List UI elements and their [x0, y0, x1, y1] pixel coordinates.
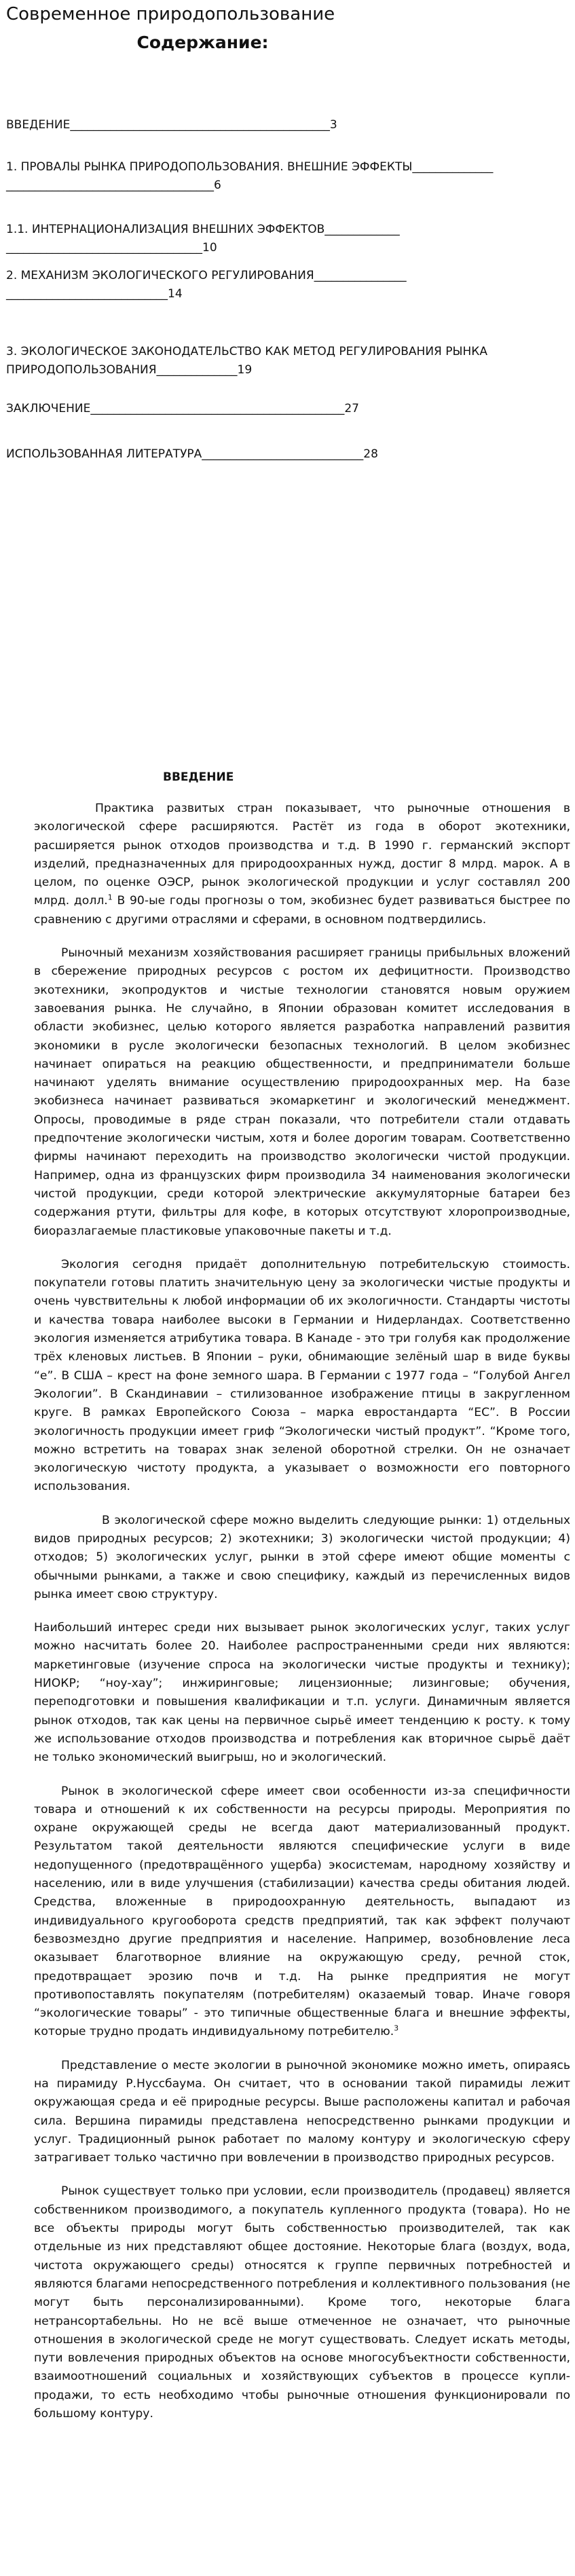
intro-body: [34, 800, 570, 2438]
toc-heading: Содержание:: [136, 33, 269, 52]
paragraph: Представление о месте экологии в рыночной экономике можно иметь, опираясь на пирамиду Р.Нуссбаума. Он считает, что в основании такой пирамиды лежит окружающая среда и её природные ресурсы. Выше расположены капитал и рабочая сила. Вершина пирамиды представлена непосредственно рынками продукции и услуг. Традиционный рынок работает по малому контуру и экологическую сферу затрагивает только частично при вовлечении в производство природных ресурсов.: [34, 2058, 570, 2165]
paragraph: Рынок в экологической сфере имеет свои особенности из-за специфичности товара и отношений к их собственности на ресурсы природы. Мероприятия по охране окружающей среды не всегда дают материализованный продукт. Результатом такой деятельности являются специфические услуги в виде недопущенного (предотвращённого ущерба) экосистемам, народному хозяйству и населению, или в виде улучшения (стабилизации) качества среды обитания людей. Средства, вложенные в природоохранную деятельность, выпадают из индивидуального кругооборота средств предприятий, так как эффект получают безвозмездно другие предприятия и население. Например, возобновление леса оказывает благотворное влияние на окружающую среду, речной сток, предотвращает эрозию почв и т.д. На рынке предприятия не могут противопоставлять покупателям (потребителям) оказаемый товар. Иначе говоря “экологические товары” - это типичные общественные блага и внешние эффекты, которые трудно продать индивидуальному потребителю.$^3$: [34, 1784, 570, 2039]
document-title: Современное природопользование: [6, 4, 335, 24]
toc-item-chapter-2[interactable]: 2. МЕХАНИЗМ ЭКОЛОГИЧЕСКОГО РЕГУЛИРОВАНИЯ________________ ____________________________14: [6, 269, 407, 301]
paragraph: Наибольший интерес среди них вызывает рынок экологических услуг, таких услуг можно насчитать более 20. Наиболее распространенными среди них являются: маркетинговые (изучение спроса на экологически чистые продукты и технику); НИОКР; “ноу-хау”; инжиринговые; лицензионные; лизинговые; обучения, переподготовки и повышения квалификации и т.п. услуги. Динамичным является рынок отходов, так как цены на первичное сырьё имеет тенденцию к росту. к тому же использование отходов производства и потребления как вторичное сырьё даёт не только экономический выигрыш, но и экологический.: [34, 1621, 570, 1765]
table-of-contents: [6, 116, 569, 464]
toc-item-chapter-1[interactable]: 1. ПРОВАЛЫ РЫНКА ПРИРОДОПОЛЬЗОВАНИЯ. ВНЕШНИЕ ЭФФЕКТЫ______________ ____________________________________6: [6, 160, 494, 192]
paragraph: Практика развитых стран показывает, что рыночные отношения в экологической сфере расширяются. Растёт из года в оборот экотехники, расширяется рынок отходов производства и т.д. В 1990 г. германский экспорт изделий, предназначенных для природоохранных нужд, достиг 8 млрд. марок. А в целом, по оценке ОЭСР, рынок экологической продукции и услуг составлял 200 млрд. долл.$^1$ В 90-ые годы прогнозы о том, экобизнес будет развиваться быстрее по сравнению с другими отраслями и сферами, в основном подтвердились.: [34, 802, 570, 927]
paragraph: Экология сегодня придаёт дополнительную потребительскую стоимость. покупатели готовы платить значительную цену за экологически чистые продукты и очень чувствительны к любой информации об их экологичности. Стандарты чистоты и качества товара наиболее высоки в Германии и Нидерландах. Соответственно экология изменяется атрибутика товара. В Канаде - это три голубя как продолжение трёх кленовых листьев. В Японии – руки, обнимающие зелёный шар в виде буквы “е”. В США – крест на фоне земного шара. В Германии с 1977 года – “Голубой Ангел Экологии”. В Скандинавии – стилизованное изображение птицы в закругленном круге. В рамках Европейского Союза – марка евростандарта “ЕС”. В России экологичность продукции имеет гриф “Экологически чистый продукт”. “Кроме того, можно встретить на товарах знак зеленой оборотной стрелки. Он не означает экологическую чистоту продукта, а указывает о возможности его повторного использования.: [34, 1257, 570, 1494]
paragraph: В экологической сфере можно выделить следующие рынки: 1) отдельных видов природных ресурсов; 2) экотехники; 3) экологически чистой продукции; 4) отходов; 5) экологических услуг, рынки в этой сфере имеют общие моменты с обычными рынками, а также и свою специфику, каждый из перечисленных видов рынка имеет свою структуру.: [34, 1513, 570, 1601]
toc-item-intro[interactable]: ВВЕДЕНИЕ_____________________________________________3: [6, 118, 337, 132]
toc-item-conclusion[interactable]: ЗАКЛЮЧЕНИЕ____________________________________________27: [6, 402, 360, 415]
paragraph: Рынок существует только при условии, если производитель (продавец) является собственником производимого, а покупатель купленного продукта (товара). Но не все объекты природы могут быть собственностью производителей, так как отдельные из них представляют общее достояние. Некоторые блага (воздух, вода, чистота окружающего среды) относятся к группе первичных потребностей и являются благами непосредственного потребления и коллективного пользования (не могут быть персонализированными). Кроме того, некоторые блага нетрансортабельны. Но не всё выше отмеченное не означает, что рыночные отношения в экологической среде не могут существовать. Следует искать методы, пути вовлечения природных объектов на основе многосубъектности собственности, взаимоотношений социальных и хозяйствующих субъектов в процессе купли-продажи, то есть необходимо чтобы рыночные отношения функционировали по большому контуру.: [34, 2184, 570, 2421]
paragraph: Рыночный механизм хозяйствования расширяет границы прибыльных вложений в сбережение природных ресурсов с ростом их дефицитности. Производство экотехники, экопродуктов и чистые технологии становятся новым оружием завоевания рынка. Не случайно, в Японии образован комитет исследования в области экобизнес, целью которого является разработка направлений развития экономики в русле экологически безопасных технологий. В целом экобизнес начинает опираться на реакцию общественности, и предприниматели больше начинают уделять внимание осуществлению природоохранных мер. На базе экобизнеса начинает развиваться экомаркетинг и экологический менеджмент. Опросы, проводимые в ряде стран показали, что потребители стали отдавать предпочтение экологически чистым, хотя и более дорогим товарам. Соответственно фирмы начинают переходить на производство экологически чистой продукции. Например, одна из французских фирм производила 34 наименования экологически чистой продукции, среди которой электрические аккумуляторные батареи без содержания ртути, фильтры для кофе, в которых отсутствуют хлоропроизводные, биоразлагаемые пластиковые упаковочные пакеты и т.д.: [34, 946, 570, 1238]
toc-item-references[interactable]: ИСПОЛЬЗОВАННАЯ ЛИТЕРАТУРА____________________________28: [6, 447, 378, 461]
toc-item-chapter-1-1[interactable]: 1.1. ИНТЕРНАЦИОНАЛИЗАЦИЯ ВНЕШНИХ ЭФФЕКТОВ_____________ __________________________________10: [6, 223, 400, 255]
toc-item-chapter-3[interactable]: 3. ЭКОЛОГИЧЕСКОЕ ЗАКОНОДАТЕЛЬСТВО КАК МЕТОД РЕГУЛИРОВАНИЯ РЫНКА ПРИРОДОПОЛЬЗОВАНИЯ______________19: [6, 345, 488, 377]
footnote-marker[interactable]: 1: [107, 893, 113, 902]
intro-heading: ВВЕДЕНИЕ: [163, 770, 234, 784]
footnote-marker[interactable]: 3: [394, 2023, 399, 2033]
